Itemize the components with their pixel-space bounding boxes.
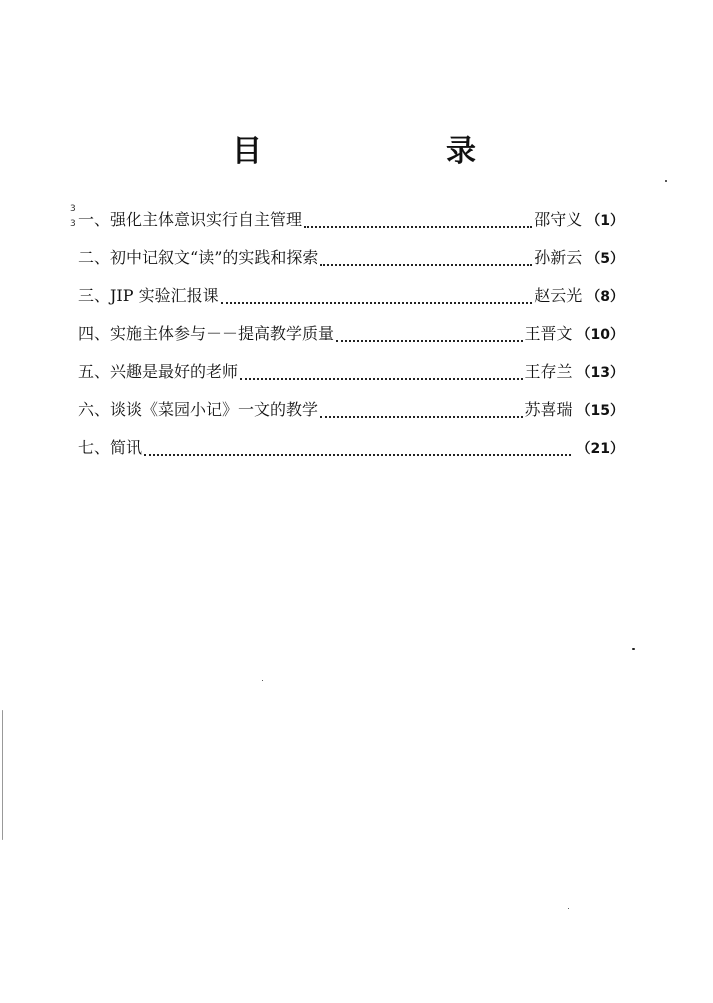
dot-leader	[221, 301, 533, 304]
entry-number: 二、	[78, 248, 111, 267]
dot-leader	[320, 263, 532, 266]
entry-page: （15）	[576, 403, 624, 419]
entry-number: 七、	[78, 438, 111, 457]
entry-title: 强化主体意识实行自主管理	[110, 210, 303, 229]
entry-page: （13）	[576, 365, 624, 381]
scan-edge-line	[2, 710, 3, 840]
entry-page: （21）	[576, 441, 624, 457]
entry-title: 简讯	[110, 438, 143, 457]
toc-entry	[78, 319, 624, 357]
entry-page: （1）	[586, 213, 624, 229]
scan-speck	[262, 680, 263, 681]
entry-title: 初中记叙文“读”的实践和探索	[110, 248, 319, 267]
entry-author: 王晋文	[524, 324, 573, 343]
toc-entry	[78, 357, 624, 395]
entry-title: 谈谈《菜园小记》一文的教学	[110, 400, 319, 419]
entry-page: （5）	[586, 251, 624, 267]
entry-number: 一、	[78, 210, 111, 229]
table-of-contents	[78, 205, 624, 471]
entry-author: 孙新云	[534, 248, 583, 267]
margin-mark: 3	[70, 204, 76, 214]
entry-number: 五、	[78, 362, 111, 381]
entry-title: JIP 实验汇报课	[110, 286, 219, 305]
scan-speck	[665, 180, 667, 182]
entry-title: 兴趣是最好的老师	[110, 362, 239, 381]
toc-heading-char-2: 录	[446, 134, 476, 169]
toc-entry	[78, 205, 624, 243]
entry-number: 四、	[78, 324, 111, 343]
entry-number: 三、	[78, 286, 111, 305]
dot-leader	[144, 453, 570, 456]
entry-author: 邵守义	[534, 210, 583, 229]
dot-leader	[336, 339, 522, 342]
dot-leader	[304, 225, 532, 228]
entry-page: （10）	[576, 327, 624, 343]
entry-number: 六、	[78, 400, 111, 419]
toc-entry	[78, 243, 624, 281]
entry-title: 实施主体参与－－提高教学质量	[110, 324, 335, 343]
toc-entry	[78, 433, 624, 471]
entry-author: 赵云光	[534, 286, 583, 305]
scan-speck	[568, 908, 569, 909]
toc-heading-char-1: 目	[232, 134, 262, 169]
toc-entry	[78, 281, 624, 319]
margin-mark: 3	[70, 219, 76, 229]
scan-speck	[632, 648, 635, 650]
dot-leader	[320, 415, 522, 418]
dot-leader	[240, 377, 522, 380]
toc-entry	[78, 395, 624, 433]
entry-author: 苏喜瑞	[524, 400, 573, 419]
entry-author: 王存兰	[524, 362, 573, 381]
entry-page: （8）	[586, 289, 624, 305]
